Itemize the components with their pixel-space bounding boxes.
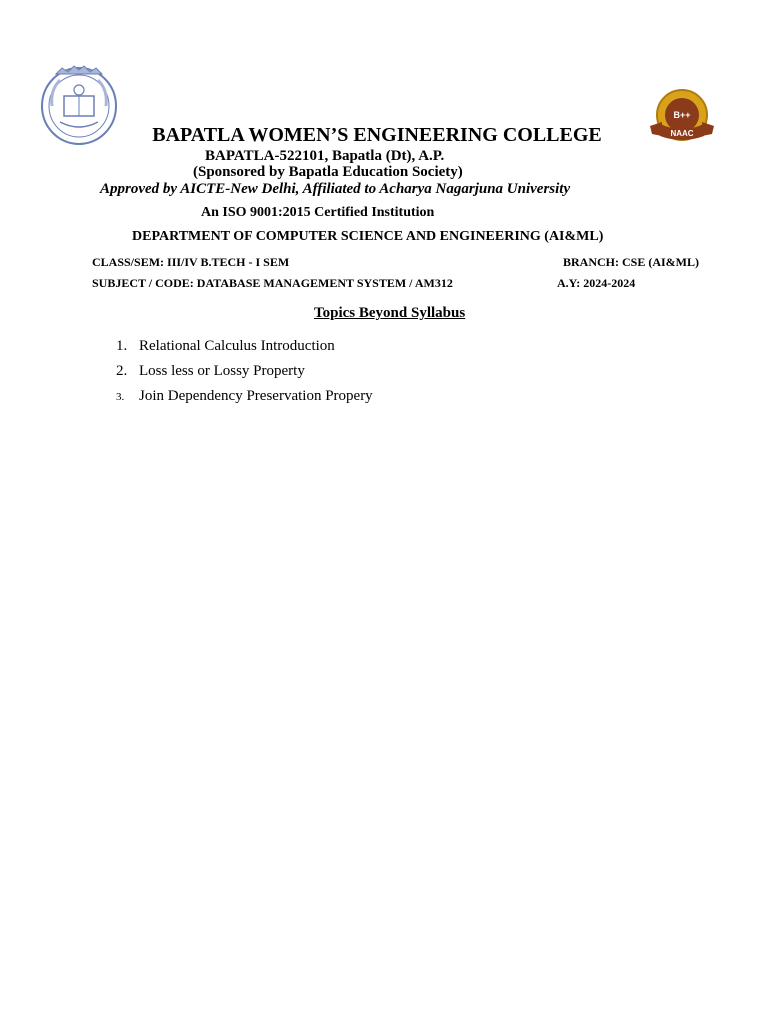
subject-code: SUBJECT / CODE: DATABASE MANAGEMENT SYSTEM / AM312 — [92, 276, 453, 290]
naac-grade: B++ — [673, 110, 691, 120]
department-name: DEPARTMENT OF COMPUTER SCIENCE AND ENGINEERING (AI&ML) — [132, 229, 604, 244]
college-sponsor: (Sponsored by Bapatla Education Society) — [193, 164, 463, 180]
class-sem: CLASS/SEM: III/IV B.TECH - I SEM — [92, 255, 290, 269]
academic-year: A.Y: 2024-2024 — [557, 276, 636, 290]
section-title: Topics Beyond Syllabus — [314, 305, 466, 321]
topic-item: Loss less or Lossy Property — [139, 363, 305, 379]
branch: BRANCH: CSE (AI&ML) — [563, 255, 699, 269]
iso-certification: An ISO 9001:2015 Certified Institution — [201, 205, 435, 220]
college-name: BAPATLA WOMEN’S ENGINEERING COLLEGE — [152, 124, 602, 146]
topic-number: 3. — [116, 391, 125, 403]
topic-number: 1. — [116, 338, 128, 354]
college-approval: Approved by AICTE-New Delhi, Affiliated to Acharya Nagarjuna University — [100, 181, 571, 197]
topic-item: Relational Calculus Introduction — [139, 338, 335, 354]
college-address: BAPATLA-522101, Bapatla (Dt), A.P. — [205, 148, 445, 164]
naac-label: NAAC — [670, 129, 694, 138]
topic-number: 2. — [116, 363, 128, 379]
topic-item: Join Dependency Preservation Propery — [139, 388, 373, 404]
